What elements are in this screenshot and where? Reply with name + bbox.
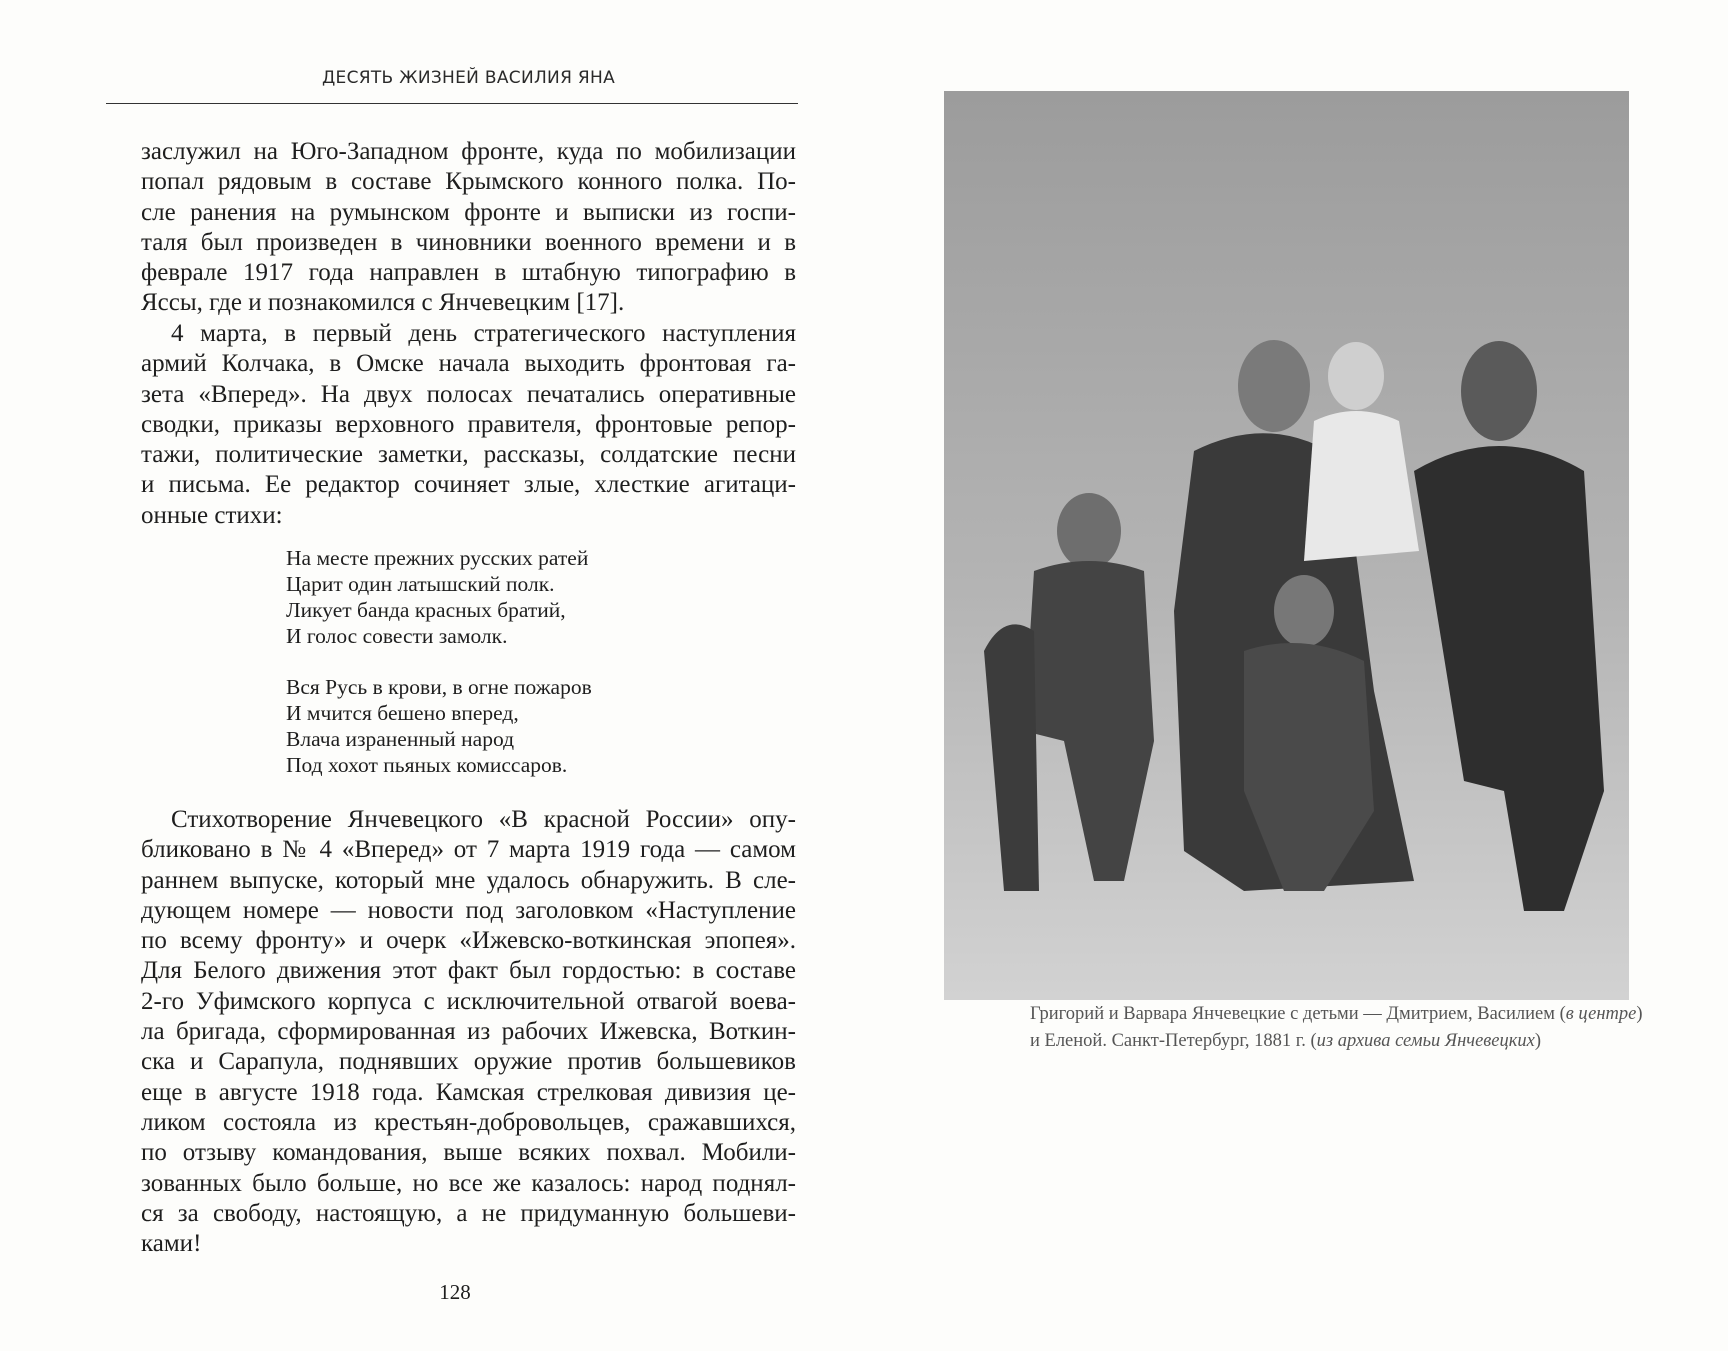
page-number: 128 — [439, 1280, 471, 1304]
text-line: ла бригада, сформированная из рабочих Ижевска, Воткин- — [141, 1018, 796, 1046]
poem-line: Под хохот пьяных комиссаров. — [286, 753, 568, 778]
poem — [286, 546, 592, 805]
poem-line: Влача израненный народ — [286, 727, 515, 752]
text-line: сле ранения на румынском фронте и выписки из госпи- — [141, 198, 796, 226]
paragraph-2 — [141, 319, 796, 531]
paragraph-3 — [141, 805, 796, 1259]
text-line: 2-го Уфимского корпуса с исключительной отвагой воева- — [141, 987, 796, 1015]
text-line: онные стихи: — [141, 501, 283, 529]
text-line: таля был произведен в чиновники военного времени и в — [141, 228, 796, 256]
text-line: ся за свободу, настоящую, а не придуманную большеви- — [141, 1199, 796, 1227]
text-line: ликом состояла из крестьян-добровольцев, сражавшихся, — [141, 1108, 796, 1136]
caption-text: ) — [1636, 1004, 1643, 1024]
text-line: сводки, приказы верховного правителя, фронтовые репор- — [141, 410, 796, 438]
photo-caption — [1030, 1001, 1710, 1055]
caption-italic: из архива семьи Янчевецких — [1316, 1031, 1535, 1051]
text-line: дующем номере — новости под заголовком «Наступление — [141, 896, 796, 924]
caption-text: Григорий и Варвара Янчевецкие с детьми — Дмитрием, Василием ( — [1030, 1004, 1566, 1024]
text-line: ска и Сарапула, поднявших оружие против большевиков — [141, 1048, 796, 1076]
poem-line: Вся Русь в крови, в огне пожаров — [286, 675, 592, 700]
text-line: заслужил на Юго-Западном фронте, куда по мобилизации — [141, 138, 796, 165]
text-line: зета «Вперед». На двух полосах печатались оперативные — [141, 380, 796, 408]
caption-line-2 — [1030, 1028, 1710, 1055]
poem-stanza — [286, 675, 592, 779]
text-line: ками! — [141, 1230, 202, 1258]
text-line: Яссы, где и познакомился с Янчевецким [17]. — [141, 289, 625, 317]
text-line: и письма. Ее редактор сочиняет злые, хлесткие агитаци- — [141, 471, 796, 499]
poem-line: На месте прежних русских ратей — [286, 546, 589, 570]
poem-stanza — [286, 546, 592, 650]
running-head: ДЕСЯТЬ ЖИЗНЕЙ ВАСИЛИЯ ЯНА — [321, 68, 616, 88]
text-line: по всему фронту» и очерк «Ижевско-воткинская эпопея». — [141, 927, 796, 955]
text-line: Для Белого движения этот факт был гордостью: в составе — [141, 957, 796, 985]
poem-line: И голос совести замолк. — [286, 623, 508, 648]
text-line: тажи, политические заметки, рассказы, солдатские песни — [141, 441, 796, 469]
poem-line: Ликует банда красных братий, — [286, 597, 566, 622]
caption-text: и Еленой. Санкт-Петербург, 1881 г. ( — [1030, 1031, 1317, 1051]
text-line: феврале 1917 года направлен в штабную типографию в — [141, 259, 796, 287]
caption-text: ) — [1534, 1031, 1542, 1051]
caption-line-1 — [1030, 1001, 1710, 1028]
caption-italic: в центре — [1565, 1004, 1637, 1024]
paragraph-1 — [141, 137, 796, 319]
text-line: еще в августе 1918 года. Камская стрелковая дивизия це- — [141, 1078, 796, 1106]
text-line: по отзыву командования, выше всяких похвал. Мобили- — [141, 1139, 796, 1167]
text-line: 4 марта, в первый день стратегического наступления — [171, 320, 796, 347]
header-rule — [106, 103, 798, 104]
text-line: попал рядовым в составе Крымского конного полка. По- — [141, 168, 796, 196]
text-line: армий Колчака, в Омске начала выходить фронтовая га- — [141, 350, 796, 378]
text-line: раннем выпуске, который мне удалось обнаружить. В сле- — [141, 866, 796, 894]
text-line: бликовано в № 4 «Вперед» от 7 марта 1919 года — самом — [141, 836, 796, 864]
poem-line: Царит один латышский полк. — [286, 571, 555, 596]
text-line: зованных было больше, но все же казалось: народ поднял- — [141, 1169, 796, 1197]
text-line: Стихотворение Янчевецкого «В красной России» опу- — [171, 806, 796, 833]
family-photograph — [944, 91, 1629, 1000]
poem-line: И мчится бешено вперед, — [286, 701, 519, 726]
